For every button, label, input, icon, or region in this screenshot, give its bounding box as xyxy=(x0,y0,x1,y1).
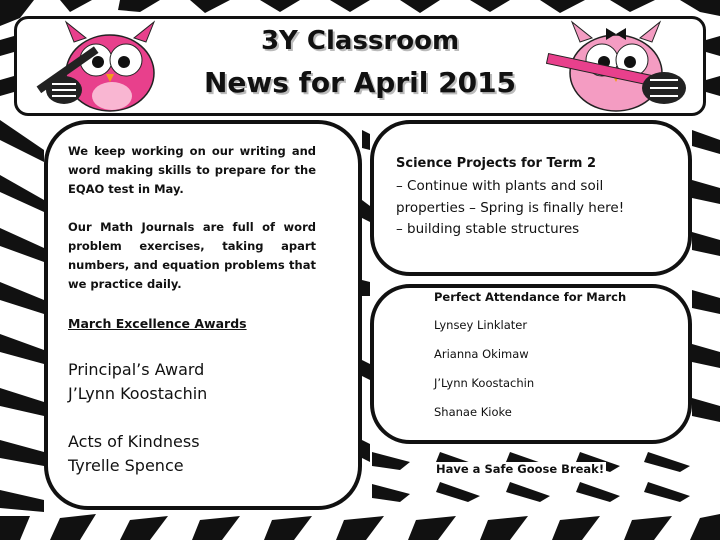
writing-paragraph: We keep working on our writing and word making skills to prepare for the EQAO test in May. xyxy=(68,144,316,196)
newsletter-subtitle: News for April 2015 xyxy=(203,66,517,99)
science-line3: – building stable structures xyxy=(396,221,580,237)
science-line2: properties – Spring is finally here! xyxy=(396,200,625,216)
science-line1: – Continue with plants and soil xyxy=(396,178,604,194)
attendance-name: Arianna Okimaw xyxy=(434,347,529,361)
science-panel xyxy=(370,120,692,276)
owl-guitar-right-icon xyxy=(546,18,696,118)
science-heading: Science Projects for Term 2 xyxy=(396,156,596,171)
award2-title: Acts of Kindness xyxy=(68,432,200,451)
attendance-name: J’Lynn Koostachin xyxy=(434,376,535,390)
awards-heading: March Excellence Awards xyxy=(68,316,247,331)
attendance-name: Shanae Kioke xyxy=(434,405,512,419)
closing-message: Have a Safe Goose Break! xyxy=(436,462,605,476)
attendance-name: Lynsey Linklater xyxy=(434,318,528,332)
award1-title: Principal’s Award xyxy=(68,360,205,379)
award2-name: Tyrelle Spence xyxy=(68,456,184,475)
math-paragraph: Our Math Journals are full of word problem exercises, taking apart numbers, and equation problems that we practice daily. xyxy=(68,220,316,291)
attendance-panel xyxy=(370,284,692,444)
attendance-heading: Perfect Attendance for March xyxy=(434,290,627,304)
owl-guitar-left-icon xyxy=(30,18,170,118)
newsletter-title: 3Y Classroom xyxy=(260,26,460,56)
award1-name: J’Lynn Koostachin xyxy=(68,384,208,403)
